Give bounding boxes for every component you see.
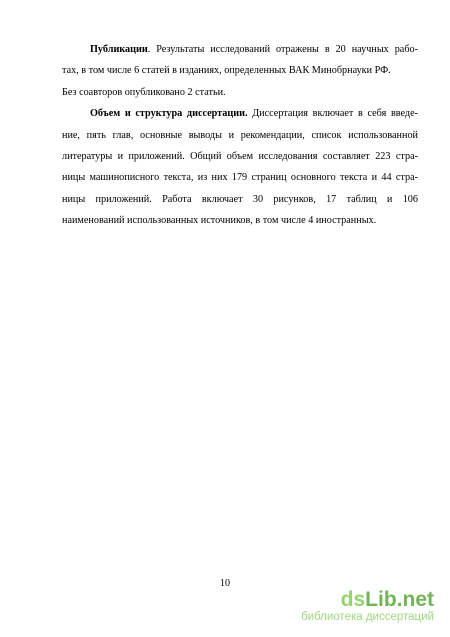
publications-line-2: тах, в том числе 6 статей в изданиях, определенных ВАК Минобрнауки РФ. bbox=[62, 65, 391, 77]
page-number: 10 bbox=[220, 578, 230, 589]
publications-line-1-text: . Результаты исследований отражены в 20 научных рабо- bbox=[147, 44, 418, 55]
dslib-watermark[interactable] bbox=[301, 589, 434, 624]
page-body bbox=[62, 39, 418, 232]
structure-heading: Объем и структура диссертации. bbox=[90, 108, 248, 120]
structure-paragraph bbox=[62, 103, 418, 231]
structure-line-2: ние, пять глав, основные выводы и рекомендации, список использованной bbox=[62, 129, 418, 141]
structure-line-4: ницы машинописного текста, из них 179 страниц основного текста и 44 стра- bbox=[62, 172, 418, 184]
publications-paragraph bbox=[62, 39, 418, 103]
publications-line-3: Без соавторов опубликовано 2 статьи. bbox=[62, 86, 226, 98]
structure-line-6: наименований использованных источников, в том числе 4 иностранных. bbox=[62, 215, 377, 227]
publications-heading: Публикации bbox=[90, 44, 148, 55]
structure-line-5: ницы приложений. Работа включает 30 рисунков, 17 таблиц и 106 bbox=[62, 193, 418, 205]
structure-line-1 bbox=[62, 103, 418, 124]
structure-line-1-text: Диссертация включает в себя введе- bbox=[247, 108, 419, 120]
logo-lib-net: Lib.net bbox=[365, 588, 434, 611]
structure-line-3: литературы и приложений. Общий объем исследования составляет 223 стра- bbox=[62, 151, 418, 163]
logo-ds: ds bbox=[340, 588, 366, 611]
dslib-logo bbox=[301, 589, 434, 611]
publications-line-1 bbox=[62, 39, 418, 60]
watermark-subtitle: библиотека диссертаций bbox=[301, 611, 434, 623]
